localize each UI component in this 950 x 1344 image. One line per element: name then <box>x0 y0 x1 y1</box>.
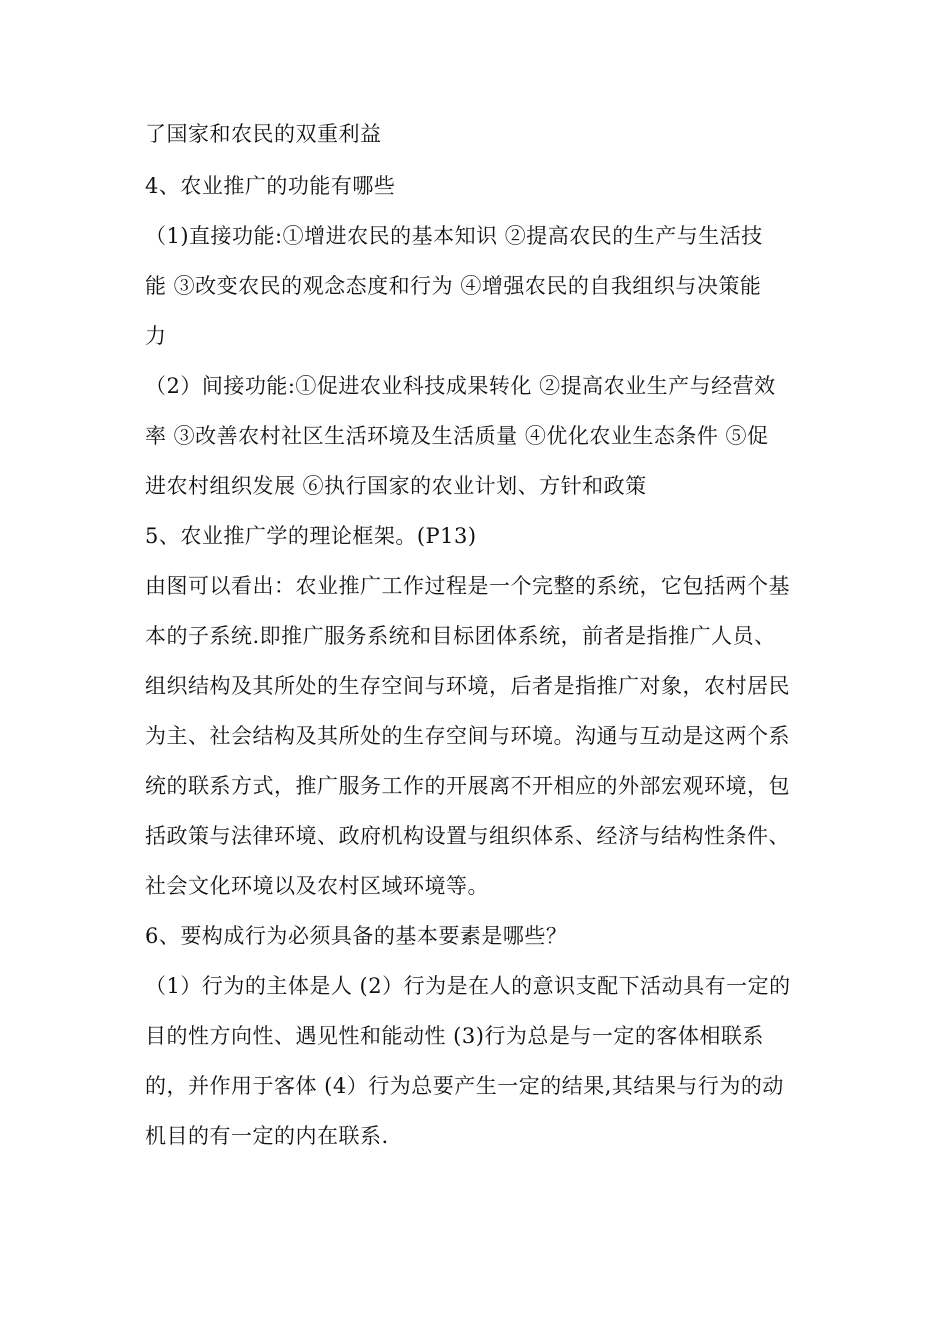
text-line: 进农村组织发展 ⑥执行国家的农业计划、方针和政策 <box>145 474 647 498</box>
text-line: 统的联系方式，推广服务工作的开展离不开相应的外部宏观环境，包 <box>145 774 790 798</box>
text-line: 括政策与法律环境、政府机构设置与组织体系、经济与结构性条件、 <box>145 824 790 848</box>
text-line: （1)直接功能:①增进农民的基本知识 ②提高农民的生产与生活技 <box>145 224 763 248</box>
text-line: （1）行为的主体是人 (2）行为是在人的意识支配下活动具有一定的 <box>145 974 791 998</box>
text-line: 力 <box>145 324 167 348</box>
text-line: 本的子系统.即推广服务系统和目标团体系统，前者是指推广人员、 <box>145 624 776 648</box>
text-line: 机目的有一定的内在联系. <box>145 1124 389 1148</box>
text-line: （2）间接功能:①促进农业科技成果转化 ②提高农业生产与经营效 <box>145 374 776 398</box>
text-line: 能 ③改变农民的观念态度和行为 ④增强农民的自我组织与决策能 <box>145 274 762 298</box>
text-line: 率 ③改善农村社区生活环境及生活质量 ④优化农业生态条件 ⑤促 <box>145 424 769 448</box>
question-heading: 5、农业推广学的理论框架。(P13) <box>145 524 477 548</box>
text-line: 由图可以看出：农业推广工作过程是一个完整的系统，它包括两个基 <box>145 574 790 598</box>
text-line: 了国家和农民的双重利益 <box>145 122 382 146</box>
text-line: 的，并作用于客体 (4）行为总要产生一定的结果,其结果与行为的动 <box>145 1074 784 1098</box>
text-line: 组织结构及其所处的生存空间与环境，后者是指推广对象，农村居民 <box>145 674 790 698</box>
question-heading: 6、要构成行为必须具备的基本要素是哪些？ <box>145 924 568 948</box>
text-line: 社会文化环境以及农村区域环境等。 <box>145 874 489 898</box>
text-line: 为主、社会结构及其所处的生存空间与环境。沟通与互动是这两个系 <box>145 724 790 748</box>
question-heading: 4、农业推广的功能有哪些 <box>145 174 396 198</box>
text-line: 目的性方向性、遇见性和能动性 (3)行为总是与一定的客体相联系 <box>145 1024 764 1048</box>
